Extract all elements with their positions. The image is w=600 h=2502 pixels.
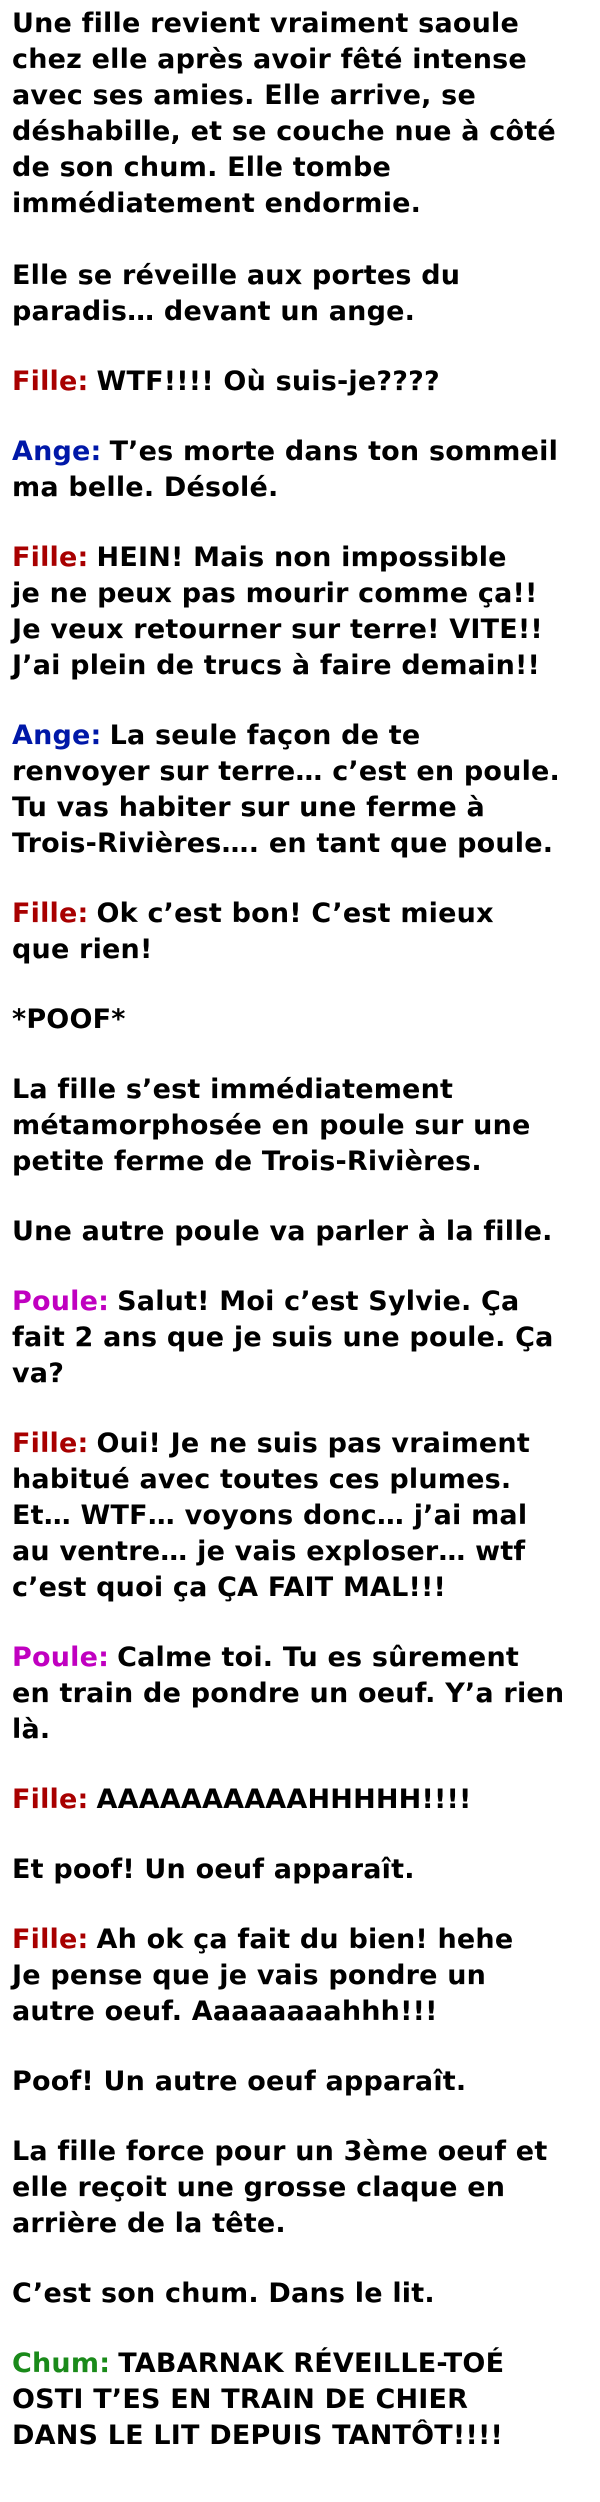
speaker-label: Fille: — [12, 1428, 89, 1459]
text-line: ma belle. Désolé. — [12, 472, 279, 503]
dialogue-fille — [12, 1922, 594, 2030]
text-line: je ne peux pas mourir comme ça!! — [12, 578, 538, 609]
paragraph-narration — [12, 1214, 594, 1250]
text-line: Salut! Moi c’est Sylvie. Ça — [117, 1286, 520, 1317]
text-line: de son chum. Elle tombe — [12, 152, 392, 183]
text-line: Une fille revient vraiment saoule — [12, 8, 519, 39]
dialogue-fille — [12, 1426, 594, 1606]
paragraph-narration — [12, 2134, 594, 2242]
text-line: Et… WTF… voyons donc… j’ai mal — [12, 1500, 528, 1531]
dialogue-fille — [12, 364, 594, 400]
text-line: autre oeuf. Aaaaaaaahhh!!! — [12, 1996, 438, 2027]
text-line: Tu vas habiter sur une ferme à — [12, 792, 485, 823]
text-line: chez elle après avoir fêté intense — [12, 44, 527, 75]
text-line: déshabille, et se couche nue à côté — [12, 116, 556, 147]
text-line: fait 2 ans que je suis une poule. Ça — [12, 1322, 554, 1353]
text-line: c’est quoi ça ÇA FAIT MAL!!! — [12, 1572, 447, 1603]
speaker-label: Fille: — [12, 542, 89, 573]
paragraph-narration — [12, 258, 594, 330]
text-line: WTF!!!! Où suis-je???? — [96, 366, 440, 397]
dialogue-fille — [12, 540, 594, 684]
speaker-label: Poule: — [12, 1642, 110, 1673]
text-line: renvoyer sur terre… c’est en poule. — [12, 756, 561, 787]
dialogue-ange — [12, 434, 594, 506]
paragraph-narration — [12, 2276, 594, 2312]
text-line: C’est son chum. Dans le lit. — [12, 2278, 435, 2309]
text-line: va? — [12, 1358, 65, 1389]
text-line: DANS LE LIT DEPUIS TANTÔT!!!! — [12, 2420, 503, 2451]
text-line: elle reçoit une grosse claque en — [12, 2172, 506, 2203]
text-line: Ah ok ça fait du bien! hehe — [96, 1924, 514, 1955]
text-line: Je pense que je vais pondre un — [12, 1960, 487, 1991]
dialogue-chum — [12, 2346, 594, 2454]
text-line: Poof! Un autre oeuf apparaît. — [12, 2066, 467, 2097]
speaker-label: Poule: — [12, 1286, 110, 1317]
text-line: Ok c’est bon! C’est mieux — [96, 898, 494, 929]
text-line: HEIN! Mais non impossible — [96, 542, 507, 573]
text-line: que rien! — [12, 934, 153, 965]
speaker-label: Fille: — [12, 1924, 89, 1955]
dialogue-poule — [12, 1640, 594, 1748]
text-line: arrière de la tête. — [12, 2208, 286, 2239]
text-line: Oui! Je ne suis pas vraiment — [96, 1428, 530, 1459]
speaker-label: Ange: — [12, 436, 102, 467]
text-line: petite ferme de Trois-Rivières. — [12, 1146, 482, 1177]
speaker-label: Fille: — [12, 898, 89, 929]
speaker-label: Fille: — [12, 1784, 89, 1815]
text-line: Je veux retourner sur terre! VITE!! — [12, 614, 543, 645]
text-line: Une autre poule va parler à la fille. — [12, 1216, 553, 1247]
dialogue-poule — [12, 1284, 594, 1392]
text-line: La fille force pour un 3ème oeuf et — [12, 2136, 548, 2167]
dialogue-fille — [12, 896, 594, 968]
text-line: Calme toi. Tu es sûrement — [117, 1642, 519, 1673]
text-line: immédiatement endormie. — [12, 188, 422, 219]
speaker-label: Fille: — [12, 366, 89, 397]
dialogue-fille — [12, 1782, 594, 1818]
dialogue-ange — [12, 718, 594, 862]
paragraph-narration — [12, 1852, 594, 1888]
text-line: OSTI T’ES EN TRAIN DE CHIER — [12, 2384, 469, 2415]
text-line: T’es morte dans ton sommeil — [109, 436, 559, 467]
text-line: La fille s’est immédiatement — [12, 1074, 454, 1105]
text-line: avec ses amies. Elle arrive, se — [12, 80, 476, 111]
text-line: AAAAAAAAAAHHHHH!!!! — [96, 1784, 472, 1815]
text-line: *POOF* — [12, 1004, 126, 1035]
text-line: J’ai plein de trucs à faire demain!! — [12, 650, 541, 681]
text-line: au ventre… je vais exploser… wtf — [12, 1536, 526, 1567]
text-line: habitué avec toutes ces plumes. — [12, 1464, 512, 1495]
text-line: là. — [12, 1714, 51, 1745]
text-line: Et poof! Un oeuf apparaît. — [12, 1854, 415, 1885]
paragraph-poof — [12, 1002, 594, 1038]
text-line: paradis… devant un ange. — [12, 296, 416, 327]
text-line: Trois-Rivières…. en tant que poule. — [12, 828, 554, 859]
text-line: Elle se réveille aux portes du — [12, 260, 461, 291]
text-line: en train de pondre un oeuf. Y’a rien — [12, 1678, 565, 1709]
paragraph-narration — [12, 2064, 594, 2100]
text-line: La seule façon de te — [109, 720, 421, 751]
speaker-label: Chum: — [12, 2348, 111, 2379]
text-line: métamorphosée en poule sur une — [12, 1110, 531, 1141]
paragraph-intro — [12, 6, 594, 222]
paragraph-narration — [12, 1072, 594, 1180]
text-line: TABARNAK RÉVEILLE-TOÉ — [118, 2348, 505, 2379]
speaker-label: Ange: — [12, 720, 102, 751]
